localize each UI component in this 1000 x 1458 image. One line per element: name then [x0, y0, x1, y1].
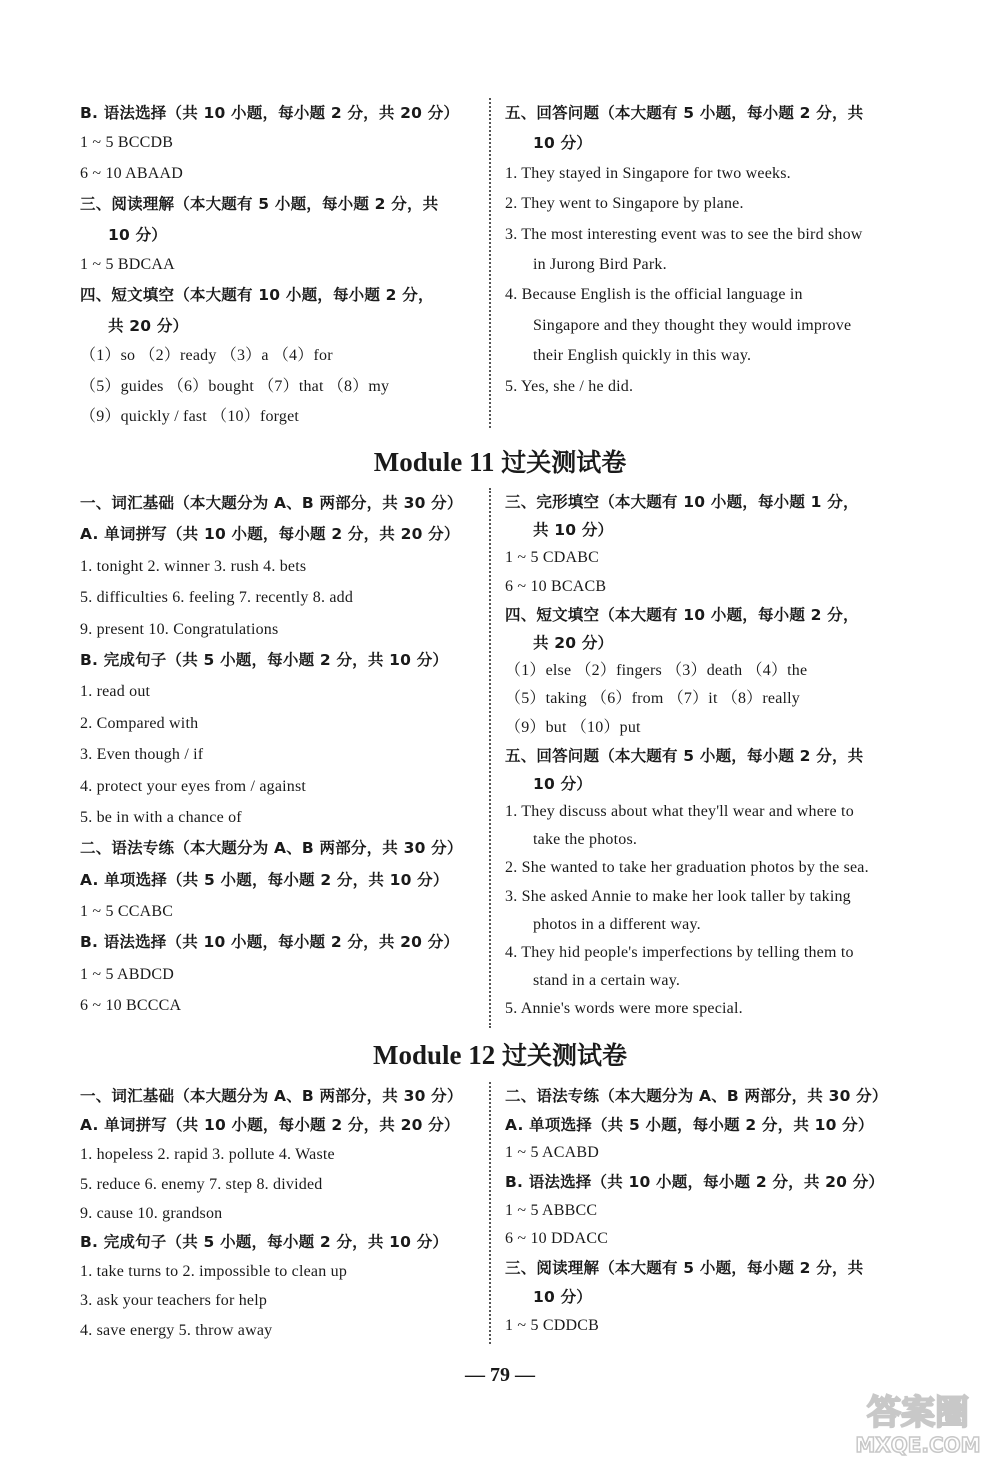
answer-line: 2. Compared with — [80, 714, 199, 732]
section-heading-line: A. 单词拼写（共 10 小题，每小题 2 分，共 20 分） — [80, 1116, 460, 1135]
module-12-section — [0, 1082, 1000, 1344]
section-heading-line: 一、词汇基础（本大题分为 A、B 两部分，共 30 分） — [80, 1087, 463, 1105]
answer-line: 6 ~ 10 BCCCA — [80, 997, 182, 1015]
section-heading-line: B. 完成句子（共 5 小题，每小题 2 分，共 10 分） — [80, 650, 449, 669]
answer-line: 4. They hid people's imperfections by telling them to — [505, 944, 854, 961]
column-divider — [489, 98, 491, 428]
column-divider — [489, 488, 491, 1028]
answer-line: 5. Yes, she / he did. — [505, 377, 634, 395]
section-heading-line: 五、回答问题（本大题有 5 小题，每小题 2 分，共 — [505, 746, 864, 765]
module-11-title — [0, 443, 1000, 479]
left-column — [80, 98, 475, 432]
answer-line: （9）but （10）put — [505, 718, 641, 736]
section-continued — [0, 98, 1000, 428]
answer-line: （9）quickly / fast （10）forget — [80, 407, 300, 425]
section-heading-line: 10 分） — [533, 1287, 592, 1306]
answer-line: 1 ~ 5 CCABC — [80, 903, 174, 921]
answer-line: 3. Even though / if — [80, 746, 204, 764]
section-heading-line: 四、短文填空（本大题有 10 小题，每小题 2 分， — [505, 605, 859, 624]
answer-line: 1 ~ 5 ABBCC — [505, 1201, 598, 1219]
answer-line: 5. be in with a chance of — [80, 808, 242, 826]
right-column — [505, 1082, 900, 1340]
answer-line: 3. She asked Annie to make her look taller by taking — [505, 887, 851, 905]
section-heading-line: B. 语法选择（共 10 小题，每小题 2 分，共 20 分） — [80, 933, 460, 952]
answer-line: 4. save energy 5. throw away — [80, 1321, 273, 1339]
section-heading-line: 五、回答问题（本大题有 5 小题，每小题 2 分，共 — [505, 104, 864, 122]
answer-line: 6 ~ 10 ABAAD — [80, 164, 184, 182]
answer-line: 9. present 10. Congratulations — [80, 620, 279, 638]
answer-line: 1. take turns to 2. impossible to clean up — [80, 1263, 348, 1281]
answer-line: （5）taking （6）from （7）it （8）really — [505, 690, 801, 708]
answer-line: 1. They discuss about what they'll wear and where to — [505, 803, 854, 821]
answer-line: their English quickly in this way. — [533, 347, 752, 365]
watermark-en: MXQE.COM — [855, 1433, 981, 1457]
right-column — [505, 98, 900, 402]
module-11-title-cn: 过关测试卷 — [501, 448, 627, 477]
module-12-title-cn: 过关测试卷 — [502, 1041, 628, 1070]
answer-line: （1）so （2）ready （3）a （4）for — [80, 347, 333, 365]
section-heading-line: 共 20 分） — [108, 316, 189, 335]
answer-line: 3. ask your teachers for help — [80, 1292, 268, 1310]
section-heading-line: 三、阅读理解（本大题有 5 小题，每小题 2 分，共 — [80, 195, 439, 214]
answer-line: 1. hopeless 2. rapid 3. pollute 4. Waste — [80, 1146, 335, 1164]
section-heading-line: 10 分） — [533, 774, 592, 793]
answer-line: （1）else （2）fingers （3）death （4）the — [505, 662, 808, 680]
answer-line: in Jurong Bird Park. — [533, 255, 667, 273]
module-11-title-en: Module 11 — [373, 447, 495, 477]
module-12-title-en: Module 12 — [372, 1040, 496, 1070]
page-number: — 79 — — [465, 1364, 535, 1386]
left-column — [80, 488, 475, 1022]
section-heading-line: A. 单项选择（共 5 小题，每小题 2 分，共 10 分） — [505, 1115, 874, 1134]
answer-line: 1. read out — [80, 683, 151, 701]
section-heading-line: 二、语法专练（本大题分为 A、B 两部分，共 30 分） — [80, 839, 463, 858]
answer-line: 1. tonight 2. winner 3. rush 4. bets — [80, 557, 307, 575]
answer-line: photos in a different way. — [533, 915, 701, 933]
section-heading-line: 共 10 分） — [533, 521, 614, 540]
column-divider — [489, 1082, 491, 1344]
answer-line: 5. difficulties 6. feeling 7. recently 8. add — [80, 589, 354, 607]
watermark-logo — [838, 1388, 998, 1458]
answer-line: 1 ~ 5 ABDCD — [80, 965, 174, 983]
answer-line: 6 ~ 10 DDACC — [505, 1230, 609, 1248]
section-heading-line: 三、阅读理解（本大题有 5 小题，每小题 2 分，共 — [505, 1259, 864, 1278]
answer-line: 2. She wanted to take her graduation photos by the sea. — [505, 859, 869, 877]
answer-line: 1 ~ 5 ACABD — [505, 1144, 599, 1162]
answer-line: Singapore and they thought they would improve — [533, 316, 852, 334]
section-heading-line: 四、短文填空（本大题有 10 小题，每小题 2 分， — [80, 286, 434, 305]
section-heading-line: B. 语法选择（共 10 小题，每小题 2 分，共 20 分） — [80, 104, 460, 122]
answer-line: 1 ~ 5 CDDCB — [505, 1316, 599, 1334]
answer-line: （5）guides （6）bought （7）that （8）my — [80, 377, 390, 395]
left-column — [80, 1082, 475, 1345]
answer-line: take the photos. — [533, 831, 638, 849]
module-11-section — [0, 488, 1000, 1028]
right-column — [505, 488, 900, 1024]
section-heading-line: A. 单项选择（共 5 小题，每小题 2 分，共 10 分） — [80, 870, 449, 889]
answer-line: 5. Annie's words were more special. — [505, 1000, 743, 1018]
section-heading-line: 三、完形填空（本大题有 10 小题，每小题 1 分， — [505, 493, 859, 511]
answer-line: 1 ~ 5 BCCDB — [80, 134, 174, 152]
answer-line: 4. Because English is the official language in — [505, 286, 803, 304]
section-heading-line: 共 20 分） — [533, 633, 614, 652]
answer-line: 5. reduce 6. enemy 7. step 8. divided — [80, 1175, 323, 1193]
section-heading-line: 一、词汇基础（本大题分为 A、B 两部分，共 30 分） — [80, 494, 463, 512]
answer-line: 1 ~ 5 BDCAA — [80, 255, 175, 273]
answer-line: 3. The most interesting event was to see the bird show — [505, 225, 863, 243]
section-heading-line: 10 分） — [108, 225, 167, 244]
module-12-title — [0, 1036, 1000, 1072]
section-heading-line: B. 完成句子（共 5 小题，每小题 2 分，共 10 分） — [80, 1232, 449, 1251]
answer-line: 1 ~ 5 CDABC — [505, 549, 599, 567]
answer-line: 4. protect your eyes from / against — [80, 777, 307, 795]
answer-line: 2. They went to Singapore by plane. — [505, 195, 744, 213]
answer-line: 6 ~ 10 BCACB — [505, 577, 607, 595]
answer-line: stand in a certain way. — [533, 972, 681, 990]
section-heading-line: B. 语法选择（共 10 小题，每小题 2 分，共 20 分） — [505, 1173, 885, 1192]
answer-line: 9. cause 10. grandson — [80, 1204, 223, 1222]
watermark-cn: 答案圈 — [867, 1393, 969, 1433]
section-heading-line: A. 单词拼写（共 10 小题，每小题 2 分，共 20 分） — [80, 525, 460, 544]
answer-line: 1. They stayed in Singapore for two weeks. — [505, 164, 791, 182]
section-heading-line: 10 分） — [533, 134, 592, 153]
section-heading-line: 二、语法专练（本大题分为 A、B 两部分，共 30 分） — [505, 1087, 888, 1105]
